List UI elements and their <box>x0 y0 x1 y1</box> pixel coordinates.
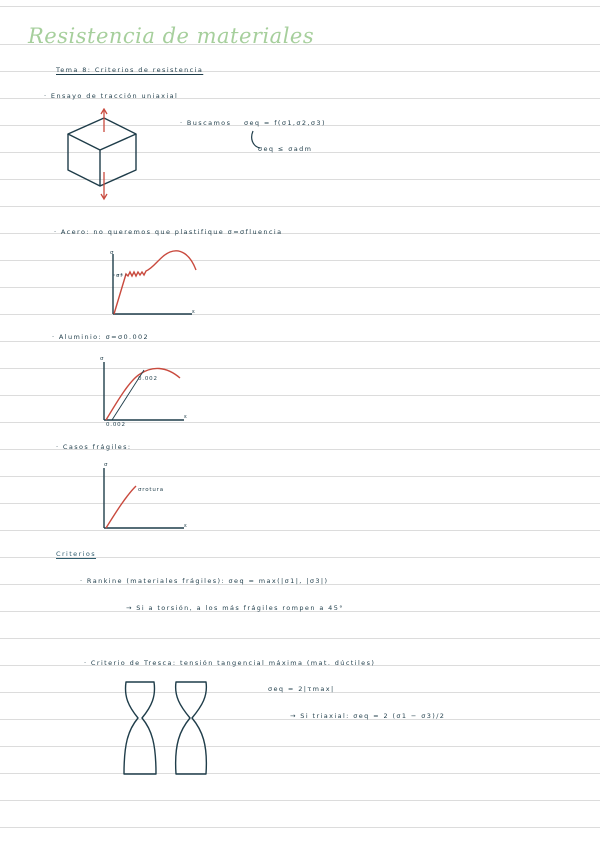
cube-top-face <box>68 118 136 150</box>
eps-label-2: ε <box>184 414 188 420</box>
specimen-left <box>124 682 156 774</box>
eps-label: ε <box>192 309 196 315</box>
eps-label-3: ε <box>184 523 188 529</box>
aluminio-graph <box>96 356 206 428</box>
rotura-label: σrotura <box>138 487 164 493</box>
sigma-label-3: σ <box>104 462 109 468</box>
page-title: Resistencia de materiales <box>28 24 315 48</box>
sigma-label: σ <box>110 250 115 256</box>
formula-adm: σeq ≤ σadm <box>258 145 313 153</box>
sigma-f-label: σf <box>116 273 124 279</box>
formula-eq: σeq = f(σ1,σ2,σ3) <box>244 119 326 127</box>
fragiles-graph <box>96 462 206 534</box>
specimen-right <box>176 682 207 774</box>
tresca-triaxial: → Si triaxial: σeq = 2 (σ1 − σ3)/2 <box>290 712 446 720</box>
criterios-heading: Criterios <box>56 550 97 558</box>
rankine-note: → Si a torsión, a los más frágiles rompen a 45° <box>126 604 344 612</box>
sigma-label-2: σ <box>100 356 105 362</box>
p002-label: 0.002 <box>138 376 158 382</box>
cube-figure <box>60 108 150 204</box>
p002-axis-label: 0.002 <box>106 422 126 428</box>
topic-heading: Tema 8: Criterios de resistencia <box>56 66 204 74</box>
stress-curve <box>114 251 196 314</box>
specimens-figure <box>118 678 218 780</box>
section-ensayo: · Ensayo de tracción uniaxial <box>44 92 179 100</box>
rankine-line: · Rankine (materiales frágiles): σeq = max(|σ1|, |σ3|) <box>80 577 329 585</box>
section-fragiles: · Casos frágiles: <box>56 443 132 451</box>
stress-curve <box>106 486 136 528</box>
tresca-eq: σeq = 2|τmax| <box>268 685 335 693</box>
buscamos-label: · Buscamos <box>180 119 232 127</box>
section-aluminio: · Aluminio: σ=σ0.002 <box>52 333 150 341</box>
tresca-line: · Criterio de Tresca: tensión tangencial máxima (mat. dúctiles) <box>84 659 376 667</box>
section-acero: · Acero: no queremos que plastifique σ=σfluencia <box>54 228 283 236</box>
